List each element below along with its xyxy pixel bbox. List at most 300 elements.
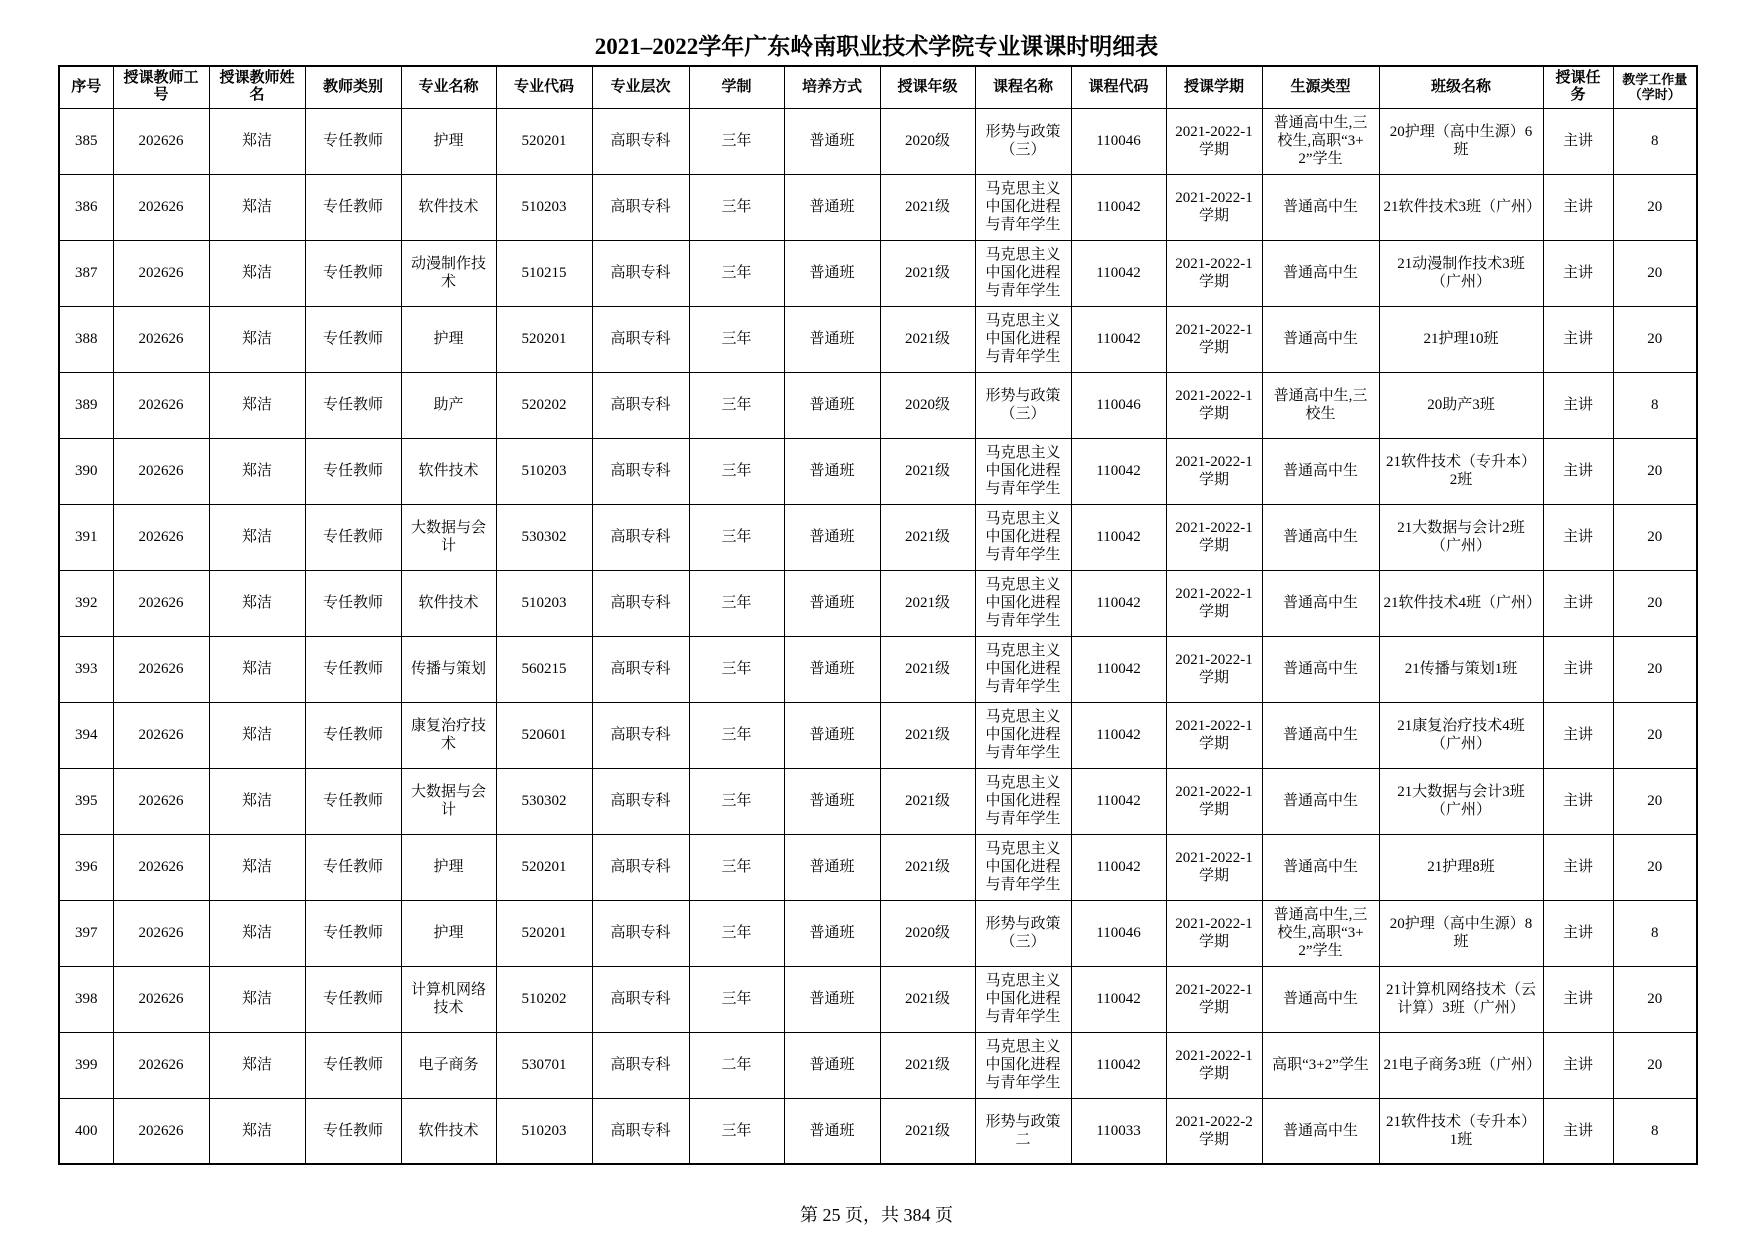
cell-course-name: 马克思主义中国化进程与青年学生: [975, 570, 1071, 636]
cell-semester: 2021-2022-1学期: [1166, 966, 1262, 1032]
cell-course-name: 马克思主义中国化进程与青年学生: [975, 174, 1071, 240]
cell-seq: 400: [59, 1098, 113, 1164]
cell-grade: 2021级: [880, 504, 975, 570]
cell-major-level: 高职专科: [592, 372, 689, 438]
cell-seq: 397: [59, 900, 113, 966]
cell-major-code: 560215: [496, 636, 592, 702]
cell-course-name: 形势与政策（三）: [975, 108, 1071, 174]
cell-workload: 8: [1613, 108, 1697, 174]
cell-workload: 20: [1613, 240, 1697, 306]
cell-course-name: 马克思主义中国化进程与青年学生: [975, 768, 1071, 834]
cell-workload: 20: [1613, 768, 1697, 834]
cell-seq: 392: [59, 570, 113, 636]
cell-grade: 2021级: [880, 768, 975, 834]
cell-task: 主讲: [1543, 240, 1613, 306]
cell-teacher-type: 专任教师: [305, 174, 401, 240]
cell-course-code: 110046: [1071, 900, 1166, 966]
cell-workload: 8: [1613, 1098, 1697, 1164]
cell-task: 主讲: [1543, 1098, 1613, 1164]
table-row: [59, 900, 1697, 966]
cell-course-name: 马克思主义中国化进程与青年学生: [975, 438, 1071, 504]
cell-teacher-name: 郑洁: [209, 966, 305, 1032]
cell-teacher-type: 专任教师: [305, 570, 401, 636]
cell-major-level: 高职专科: [592, 108, 689, 174]
cell-major-name: 护理: [401, 834, 496, 900]
cell-semester: 2021-2022-1学期: [1166, 702, 1262, 768]
cell-workload: 20: [1613, 834, 1697, 900]
cell-class-name: 20护理（高中生源）8班: [1379, 900, 1543, 966]
cell-teacher-id: 202626: [113, 108, 209, 174]
cell-student-source: 普通高中生: [1262, 1098, 1379, 1164]
cell-course-code: 110033: [1071, 1098, 1166, 1164]
cell-teacher-type: 专任教师: [305, 504, 401, 570]
cell-teacher-id: 202626: [113, 1098, 209, 1164]
cell-course-code: 110046: [1071, 372, 1166, 438]
cell-teacher-type: 专任教师: [305, 636, 401, 702]
cell-task: 主讲: [1543, 438, 1613, 504]
cell-semester: 2021-2022-1学期: [1166, 834, 1262, 900]
cell-grade: 2020级: [880, 108, 975, 174]
cell-training-mode: 普通班: [784, 306, 880, 372]
cell-workload: 20: [1613, 174, 1697, 240]
cell-major-code: 510203: [496, 1098, 592, 1164]
cell-duration: 三年: [689, 438, 784, 504]
cell-grade: 2021级: [880, 966, 975, 1032]
cell-teacher-type: 专任教师: [305, 306, 401, 372]
cell-teacher-type: 专任教师: [305, 702, 401, 768]
cell-class-name: 21软件技术（专升本）2班: [1379, 438, 1543, 504]
cell-teacher-type: 专任教师: [305, 1032, 401, 1098]
course-hours-table: [58, 65, 1698, 1165]
cell-grade: 2021级: [880, 306, 975, 372]
cell-training-mode: 普通班: [784, 438, 880, 504]
cell-semester: 2021-2022-2学期: [1166, 1098, 1262, 1164]
cell-major-code: 510203: [496, 438, 592, 504]
cell-semester: 2021-2022-1学期: [1166, 438, 1262, 504]
cell-task: 主讲: [1543, 900, 1613, 966]
cell-workload: 8: [1613, 900, 1697, 966]
cell-workload: 20: [1613, 636, 1697, 702]
cell-major-name: 传播与策划: [401, 636, 496, 702]
cell-training-mode: 普通班: [784, 1032, 880, 1098]
cell-grade: 2021级: [880, 174, 975, 240]
cell-major-level: 高职专科: [592, 504, 689, 570]
table-row: [59, 834, 1697, 900]
cell-seq: 394: [59, 702, 113, 768]
cell-teacher-id: 202626: [113, 834, 209, 900]
cell-grade: 2021级: [880, 570, 975, 636]
header-major-level: 专业层次: [592, 66, 689, 108]
header-task: 授课任务: [1543, 66, 1613, 108]
cell-training-mode: 普通班: [784, 504, 880, 570]
cell-teacher-type: 专任教师: [305, 1098, 401, 1164]
cell-training-mode: 普通班: [784, 768, 880, 834]
cell-teacher-id: 202626: [113, 702, 209, 768]
cell-course-code: 110042: [1071, 438, 1166, 504]
cell-course-code: 110042: [1071, 504, 1166, 570]
cell-major-name: 康复治疗技术: [401, 702, 496, 768]
cell-teacher-name: 郑洁: [209, 636, 305, 702]
cell-major-code: 530701: [496, 1032, 592, 1098]
cell-student-source: 高职“3+2”学生: [1262, 1032, 1379, 1098]
cell-semester: 2021-2022-1学期: [1166, 240, 1262, 306]
cell-workload: 20: [1613, 966, 1697, 1032]
cell-teacher-name: 郑洁: [209, 570, 305, 636]
cell-major-name: 护理: [401, 900, 496, 966]
header-course-name: 课程名称: [975, 66, 1071, 108]
cell-workload: 20: [1613, 570, 1697, 636]
cell-training-mode: 普通班: [784, 900, 880, 966]
cell-class-name: 20护理（高中生源）6班: [1379, 108, 1543, 174]
cell-training-mode: 普通班: [784, 636, 880, 702]
cell-student-source: 普通高中生: [1262, 768, 1379, 834]
cell-seq: 386: [59, 174, 113, 240]
cell-teacher-type: 专任教师: [305, 438, 401, 504]
cell-major-name: 软件技术: [401, 438, 496, 504]
cell-teacher-name: 郑洁: [209, 372, 305, 438]
cell-class-name: 20助产3班: [1379, 372, 1543, 438]
cell-student-source: 普通高中生: [1262, 834, 1379, 900]
cell-class-name: 21软件技术3班（广州）: [1379, 174, 1543, 240]
cell-seq: 391: [59, 504, 113, 570]
cell-student-source: 普通高中生: [1262, 306, 1379, 372]
cell-teacher-type: 专任教师: [305, 966, 401, 1032]
cell-major-name: 软件技术: [401, 1098, 496, 1164]
cell-workload: 20: [1613, 702, 1697, 768]
cell-teacher-id: 202626: [113, 504, 209, 570]
table-row: [59, 570, 1697, 636]
cell-major-name: 护理: [401, 108, 496, 174]
cell-course-code: 110042: [1071, 834, 1166, 900]
cell-course-code: 110042: [1071, 570, 1166, 636]
cell-course-name: 马克思主义中国化进程与青年学生: [975, 504, 1071, 570]
cell-workload: 20: [1613, 1032, 1697, 1098]
cell-student-source: 普通高中生: [1262, 504, 1379, 570]
cell-teacher-name: 郑洁: [209, 504, 305, 570]
cell-teacher-type: 专任教师: [305, 240, 401, 306]
cell-major-level: 高职专科: [592, 570, 689, 636]
cell-teacher-name: 郑洁: [209, 900, 305, 966]
cell-duration: 三年: [689, 834, 784, 900]
cell-seq: 385: [59, 108, 113, 174]
cell-major-code: 520201: [496, 834, 592, 900]
cell-semester: 2021-2022-1学期: [1166, 1032, 1262, 1098]
cell-training-mode: 普通班: [784, 966, 880, 1032]
cell-student-source: 普通高中生,三校生: [1262, 372, 1379, 438]
cell-duration: 三年: [689, 306, 784, 372]
cell-class-name: 21计算机网络技术（云计算）3班（广州）: [1379, 966, 1543, 1032]
header-class-name: 班级名称: [1379, 66, 1543, 108]
cell-teacher-type: 专任教师: [305, 900, 401, 966]
cell-major-code: 520201: [496, 900, 592, 966]
cell-teacher-id: 202626: [113, 966, 209, 1032]
cell-course-name: 马克思主义中国化进程与青年学生: [975, 636, 1071, 702]
cell-duration: 三年: [689, 174, 784, 240]
table-row: [59, 966, 1697, 1032]
cell-teacher-name: 郑洁: [209, 1098, 305, 1164]
cell-semester: 2021-2022-1学期: [1166, 504, 1262, 570]
cell-grade: 2020级: [880, 900, 975, 966]
cell-major-name: 大数据与会计: [401, 768, 496, 834]
cell-major-code: 510202: [496, 966, 592, 1032]
cell-class-name: 21动漫制作技术3班（广州）: [1379, 240, 1543, 306]
table-row: [59, 1098, 1697, 1164]
cell-grade: 2021级: [880, 834, 975, 900]
cell-major-code: 520202: [496, 372, 592, 438]
cell-teacher-name: 郑洁: [209, 702, 305, 768]
cell-task: 主讲: [1543, 966, 1613, 1032]
cell-class-name: 21护理10班: [1379, 306, 1543, 372]
cell-teacher-name: 郑洁: [209, 240, 305, 306]
cell-teacher-type: 专任教师: [305, 834, 401, 900]
cell-course-name: 形势与政策（三）: [975, 372, 1071, 438]
header-major-name: 专业名称: [401, 66, 496, 108]
cell-major-code: 530302: [496, 768, 592, 834]
cell-major-code: 510215: [496, 240, 592, 306]
cell-major-level: 高职专科: [592, 438, 689, 504]
cell-teacher-type: 专任教师: [305, 108, 401, 174]
cell-teacher-name: 郑洁: [209, 174, 305, 240]
cell-major-name: 软件技术: [401, 174, 496, 240]
cell-teacher-name: 郑洁: [209, 306, 305, 372]
table-row: [59, 636, 1697, 702]
cell-major-name: 动漫制作技术: [401, 240, 496, 306]
cell-training-mode: 普通班: [784, 372, 880, 438]
table-row: [59, 174, 1697, 240]
cell-seq: 395: [59, 768, 113, 834]
cell-training-mode: 普通班: [784, 240, 880, 306]
cell-student-source: 普通高中生: [1262, 240, 1379, 306]
cell-task: 主讲: [1543, 768, 1613, 834]
cell-semester: 2021-2022-1学期: [1166, 636, 1262, 702]
cell-major-code: 510203: [496, 174, 592, 240]
cell-workload: 20: [1613, 504, 1697, 570]
table-row: [59, 240, 1697, 306]
cell-class-name: 21软件技术4班（广州）: [1379, 570, 1543, 636]
cell-duration: 二年: [689, 1032, 784, 1098]
cell-semester: 2021-2022-1学期: [1166, 768, 1262, 834]
cell-course-name: 形势与政策二: [975, 1098, 1071, 1164]
cell-class-name: 21护理8班: [1379, 834, 1543, 900]
cell-course-code: 110042: [1071, 966, 1166, 1032]
cell-teacher-name: 郑洁: [209, 834, 305, 900]
cell-major-code: 520201: [496, 306, 592, 372]
cell-major-name: 护理: [401, 306, 496, 372]
cell-student-source: 普通高中生,三校生,高职“3+2”学生: [1262, 108, 1379, 174]
cell-course-code: 110042: [1071, 702, 1166, 768]
cell-major-level: 高职专科: [592, 834, 689, 900]
cell-class-name: 21电子商务3班（广州）: [1379, 1032, 1543, 1098]
cell-task: 主讲: [1543, 834, 1613, 900]
cell-major-name: 计算机网络技术: [401, 966, 496, 1032]
cell-student-source: 普通高中生: [1262, 174, 1379, 240]
cell-teacher-id: 202626: [113, 372, 209, 438]
cell-major-level: 高职专科: [592, 1032, 689, 1098]
cell-semester: 2021-2022-1学期: [1166, 108, 1262, 174]
cell-teacher-type: 专任教师: [305, 768, 401, 834]
cell-semester: 2021-2022-1学期: [1166, 900, 1262, 966]
cell-course-name: 形势与政策（三）: [975, 900, 1071, 966]
cell-grade: 2020级: [880, 372, 975, 438]
cell-class-name: 21大数据与会计3班（广州）: [1379, 768, 1543, 834]
cell-course-code: 110046: [1071, 108, 1166, 174]
cell-major-level: 高职专科: [592, 636, 689, 702]
cell-major-name: 电子商务: [401, 1032, 496, 1098]
cell-teacher-id: 202626: [113, 1032, 209, 1098]
cell-major-code: 530302: [496, 504, 592, 570]
cell-semester: 2021-2022-1学期: [1166, 570, 1262, 636]
cell-duration: 三年: [689, 900, 784, 966]
cell-major-name: 软件技术: [401, 570, 496, 636]
header-teacher-type: 教师类别: [305, 66, 401, 108]
header-major-code: 专业代码: [496, 66, 592, 108]
cell-teacher-name: 郑洁: [209, 438, 305, 504]
cell-seq: 390: [59, 438, 113, 504]
cell-teacher-id: 202626: [113, 240, 209, 306]
cell-task: 主讲: [1543, 108, 1613, 174]
cell-course-name: 马克思主义中国化进程与青年学生: [975, 306, 1071, 372]
cell-course-name: 马克思主义中国化进程与青年学生: [975, 966, 1071, 1032]
cell-grade: 2021级: [880, 240, 975, 306]
cell-teacher-id: 202626: [113, 900, 209, 966]
table-row: [59, 372, 1697, 438]
cell-workload: 20: [1613, 438, 1697, 504]
cell-student-source: 普通高中生: [1262, 438, 1379, 504]
header-teacher-name: 授课教师姓名: [209, 66, 305, 108]
cell-task: 主讲: [1543, 636, 1613, 702]
cell-duration: 三年: [689, 108, 784, 174]
cell-duration: 三年: [689, 570, 784, 636]
page-title: 2021–2022学年广东岭南职业技术学院专业课课时明细表: [594, 34, 1159, 59]
cell-grade: 2021级: [880, 636, 975, 702]
cell-seq: 399: [59, 1032, 113, 1098]
cell-task: 主讲: [1543, 372, 1613, 438]
cell-duration: 三年: [689, 966, 784, 1032]
cell-teacher-id: 202626: [113, 636, 209, 702]
header-row: [59, 66, 1697, 108]
cell-duration: 三年: [689, 372, 784, 438]
cell-teacher-name: 郑洁: [209, 1032, 305, 1098]
cell-teacher-id: 202626: [113, 768, 209, 834]
table-row: [59, 306, 1697, 372]
cell-task: 主讲: [1543, 174, 1613, 240]
table-row: [59, 108, 1697, 174]
cell-task: 主讲: [1543, 702, 1613, 768]
header-teacher-id: 授课教师工号: [113, 66, 209, 108]
cell-grade: 2021级: [880, 438, 975, 504]
cell-training-mode: 普通班: [784, 1098, 880, 1164]
table-header: [59, 66, 1697, 108]
cell-teacher-id: 202626: [113, 174, 209, 240]
cell-duration: 三年: [689, 768, 784, 834]
cell-seq: 388: [59, 306, 113, 372]
table-row: [59, 504, 1697, 570]
cell-major-name: 大数据与会计: [401, 504, 496, 570]
cell-major-code: 510203: [496, 570, 592, 636]
cell-seq: 387: [59, 240, 113, 306]
cell-teacher-id: 202626: [113, 438, 209, 504]
cell-workload: 8: [1613, 372, 1697, 438]
cell-major-level: 高职专科: [592, 240, 689, 306]
cell-student-source: 普通高中生: [1262, 966, 1379, 1032]
cell-class-name: 21康复治疗技术4班（广州）: [1379, 702, 1543, 768]
table-row: [59, 768, 1697, 834]
table-row: [59, 1032, 1697, 1098]
cell-semester: 2021-2022-1学期: [1166, 306, 1262, 372]
header-seq: 序号: [59, 66, 113, 108]
header-semester: 授课学期: [1166, 66, 1262, 108]
cell-training-mode: 普通班: [784, 834, 880, 900]
cell-student-source: 普通高中生: [1262, 570, 1379, 636]
cell-duration: 三年: [689, 504, 784, 570]
cell-task: 主讲: [1543, 570, 1613, 636]
cell-class-name: 21软件技术（专升本）1班: [1379, 1098, 1543, 1164]
cell-major-level: 高职专科: [592, 1098, 689, 1164]
cell-seq: 398: [59, 966, 113, 1032]
cell-major-level: 高职专科: [592, 966, 689, 1032]
cell-teacher-name: 郑洁: [209, 108, 305, 174]
cell-major-code: 520201: [496, 108, 592, 174]
cell-teacher-id: 202626: [113, 570, 209, 636]
cell-seq: 393: [59, 636, 113, 702]
cell-course-code: 110042: [1071, 240, 1166, 306]
cell-seq: 389: [59, 372, 113, 438]
cell-duration: 三年: [689, 240, 784, 306]
cell-grade: 2021级: [880, 1032, 975, 1098]
cell-major-level: 高职专科: [592, 768, 689, 834]
cell-grade: 2021级: [880, 1098, 975, 1164]
cell-task: 主讲: [1543, 1032, 1613, 1098]
cell-student-source: 普通高中生: [1262, 702, 1379, 768]
cell-student-source: 普通高中生,三校生,高职“3+2”学生: [1262, 900, 1379, 966]
cell-task: 主讲: [1543, 504, 1613, 570]
cell-training-mode: 普通班: [784, 108, 880, 174]
cell-duration: 三年: [689, 702, 784, 768]
cell-course-name: 马克思主义中国化进程与青年学生: [975, 1032, 1071, 1098]
header-workload: 教学工作量（学时）: [1613, 66, 1697, 108]
cell-teacher-name: 郑洁: [209, 768, 305, 834]
cell-course-code: 110042: [1071, 636, 1166, 702]
cell-class-name: 21大数据与会计2班（广州）: [1379, 504, 1543, 570]
cell-duration: 三年: [689, 636, 784, 702]
cell-semester: 2021-2022-1学期: [1166, 372, 1262, 438]
cell-course-code: 110042: [1071, 1032, 1166, 1098]
cell-teacher-id: 202626: [113, 306, 209, 372]
table-row: [59, 438, 1697, 504]
cell-task: 主讲: [1543, 306, 1613, 372]
cell-teacher-type: 专任教师: [305, 372, 401, 438]
cell-major-level: 高职专科: [592, 702, 689, 768]
cell-training-mode: 普通班: [784, 570, 880, 636]
cell-course-name: 马克思主义中国化进程与青年学生: [975, 240, 1071, 306]
header-duration: 学制: [689, 66, 784, 108]
header-course-code: 课程代码: [1071, 66, 1166, 108]
cell-course-name: 马克思主义中国化进程与青年学生: [975, 702, 1071, 768]
cell-semester: 2021-2022-1学期: [1166, 174, 1262, 240]
cell-course-code: 110042: [1071, 306, 1166, 372]
cell-course-name: 马克思主义中国化进程与青年学生: [975, 834, 1071, 900]
cell-grade: 2021级: [880, 702, 975, 768]
cell-major-level: 高职专科: [592, 174, 689, 240]
table-row: [59, 702, 1697, 768]
cell-major-level: 高职专科: [592, 900, 689, 966]
cell-class-name: 21传播与策划1班: [1379, 636, 1543, 702]
header-training-mode: 培养方式: [784, 66, 880, 108]
cell-student-source: 普通高中生: [1262, 636, 1379, 702]
cell-duration: 三年: [689, 1098, 784, 1164]
cell-workload: 20: [1613, 306, 1697, 372]
page-number: 第 25 页，共 384 页: [800, 1205, 953, 1225]
